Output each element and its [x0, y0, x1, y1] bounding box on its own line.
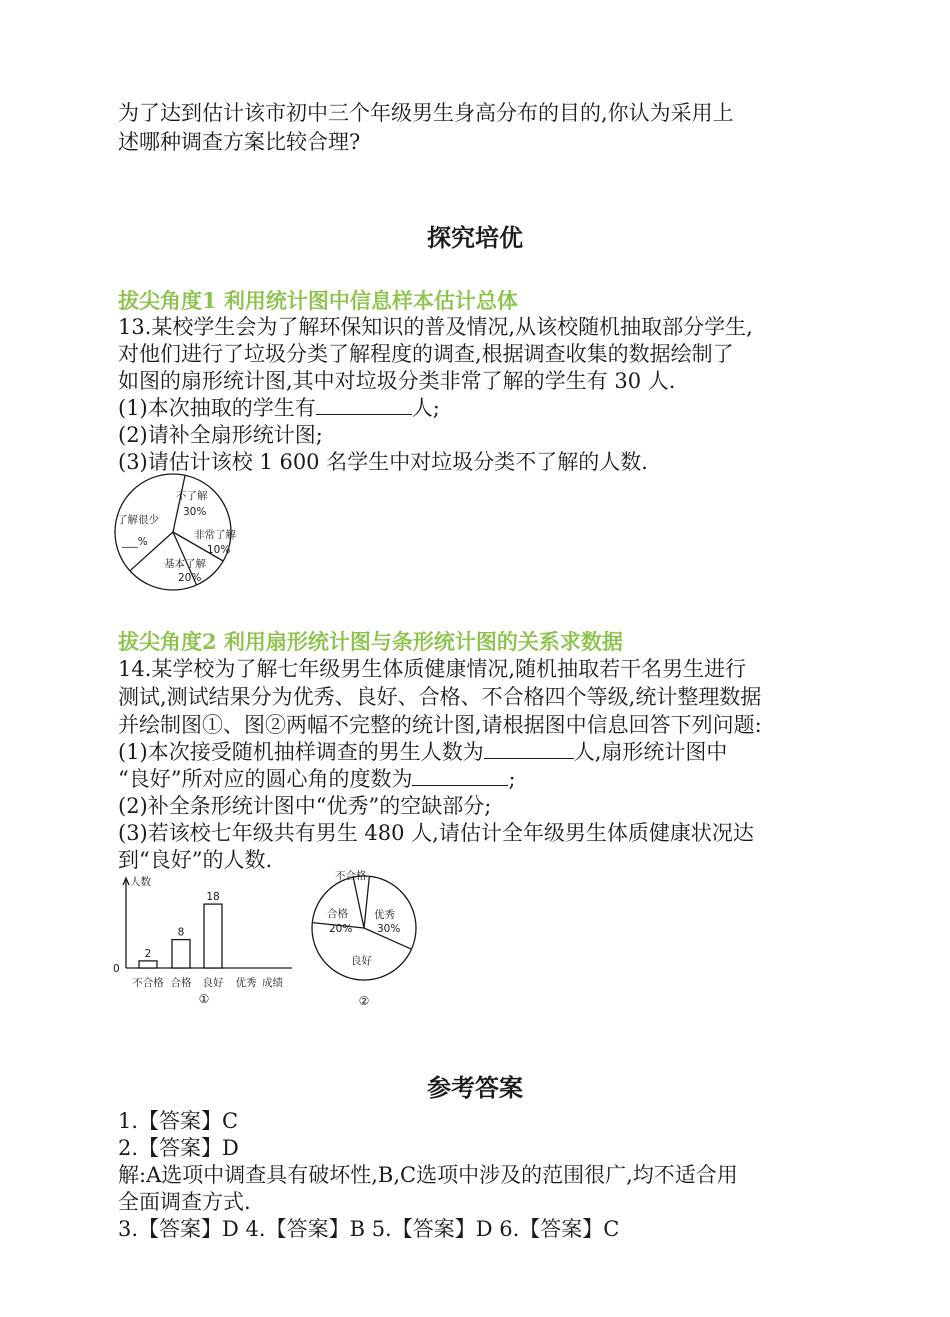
q14-part-3a: (3)若该校七年级共有男生 480 人,请估计全年级男生体质健康状况达: [118, 821, 754, 845]
q14-line-2: 测试,测试结果分为优秀、良好、合格、不合格四个等级,统计整理数据: [118, 685, 762, 709]
pie2-caption: ②: [358, 994, 370, 1008]
q14-part-3b: 到“良好”的人数.: [118, 848, 273, 872]
pie1-value-henshao: ___%: [122, 536, 148, 548]
angle2-heading: 拔尖角度2 利用扇形统计图与条形统计图的关系求数据: [118, 629, 623, 654]
q14-part-1-text: (1)本次接受随机抽样调查的男生人数为: [118, 740, 484, 764]
pie2-boundary-1: [364, 876, 369, 928]
q13-line-2: 对他们进行了垃圾分类了解程度的调查,根据调查收集的数据绘制了: [118, 342, 734, 366]
pie1-label-buliaojie: 不了解: [176, 490, 208, 502]
pie2-boundary-0: [353, 877, 364, 928]
bar-value-label-2: 18: [206, 891, 220, 904]
bar-1: [172, 940, 190, 968]
bar-category-label-3: 优秀: [235, 977, 257, 989]
pie1-value-buliaojie: 30%: [183, 506, 207, 518]
q13-part-2: (2)请补全扇形统计图;: [118, 423, 323, 447]
bar-category-label-1: 合格: [170, 977, 192, 989]
bar-category-label-2: 良好: [202, 977, 224, 989]
bar-chart-caption: ①: [198, 992, 210, 1006]
q13-part-1: [118, 395, 440, 421]
answer-2-explanation-1: 解:A选项中调查具有破坏性,B,C选项中涉及的范围很广,均不适合用: [118, 1163, 738, 1187]
q13-line-1: 13.某校学生会为了解环保知识的普及情况,从该校随机抽取部分学生,: [118, 315, 753, 339]
pie1-label-jiben: 基本了解: [164, 558, 206, 570]
pie1-label-henshao: 了解很少: [117, 514, 159, 526]
pie2-label-lianghao: 良好: [351, 955, 372, 967]
q13-part-1-unit: 人;: [411, 396, 440, 420]
q14-part-1-text-2: 人,扇形统计图中: [573, 740, 728, 764]
bar-value-label-0: 2: [144, 947, 152, 960]
q13-part-3: (3)请估计该校 1 600 名学生中对垃圾分类不了解的人数.: [118, 450, 648, 474]
answers-3-to-6: 3.【答案】D 4.【答案】B 5.【答案】D 6.【答案】C: [118, 1217, 620, 1241]
bar-category-label-0: 不合格: [132, 977, 164, 989]
answer-2-explanation-2: 全面调查方式.: [118, 1190, 251, 1214]
pie2-label-youxiu: 优秀: [374, 909, 395, 921]
pie2-value-hege: 20%: [329, 923, 353, 935]
q13-line-3: 如图的扇形统计图,其中对垃圾分类非常了解的学生有 30 人.: [118, 369, 676, 393]
q14-pie-chart: [300, 862, 430, 1012]
answer-1: 1.【答案】C: [118, 1109, 239, 1133]
q14-part-2: (2)补全条形统计图中“优秀”的空缺部分;: [118, 794, 492, 818]
q14-part-1: [118, 739, 727, 765]
answer-blank[interactable]: [316, 396, 412, 415]
pie2-label-hege: 合格: [327, 908, 348, 920]
q14-part-1b-end: ;: [508, 767, 516, 791]
answer-2: 2.【答案】D: [118, 1136, 239, 1160]
pie1-label-feichang: 非常了解: [194, 529, 236, 541]
pie1-value-jiben: 20%: [178, 572, 202, 584]
q14-line-1: 14.某学校为了解七年级男生体质健康情况,随机抽取若干名男生进行: [118, 657, 747, 681]
q14-part-1b-text: “良好”所对应的圆心角的度数为: [118, 767, 413, 791]
answer-blank[interactable]: [412, 767, 508, 786]
section-title: 探究培优: [427, 223, 523, 252]
bar-y-label: 人数: [130, 876, 151, 888]
q13-pie-chart: [110, 470, 260, 595]
intro-line-2: 述哪种调查方案比较合理?: [118, 130, 361, 154]
q13-part-1-text: (1)本次抽取的学生有: [118, 396, 316, 420]
pie1-boundary-a: [173, 475, 185, 532]
pie1-value-feichang: 10%: [207, 544, 231, 556]
pie2-label-buhege: 不合格: [335, 870, 367, 882]
bar-value-label-1: 8: [177, 926, 185, 939]
bar-0: [139, 961, 157, 968]
bar-2: [204, 904, 222, 968]
angle1-heading: 拔尖角度1 利用统计图中信息样本估计总体: [118, 288, 518, 313]
answers-title: 参考答案: [427, 1073, 523, 1102]
intro-line-1: 为了达到估计该市初中三个年级男生身高分布的目的,你认为采用上: [118, 101, 734, 125]
q14-bar-chart: [110, 866, 300, 1011]
q14-line-3: 并绘制图①、图②两幅不完整的统计图,请根据图中信息回答下列问题:: [118, 713, 762, 737]
q14-part-1b: [118, 766, 516, 792]
answer-blank[interactable]: [484, 740, 574, 759]
bar-origin-label: 0: [113, 963, 120, 975]
pie2-value-youxiu: 30%: [377, 923, 401, 935]
bar-x-label: 成绩: [262, 977, 283, 989]
